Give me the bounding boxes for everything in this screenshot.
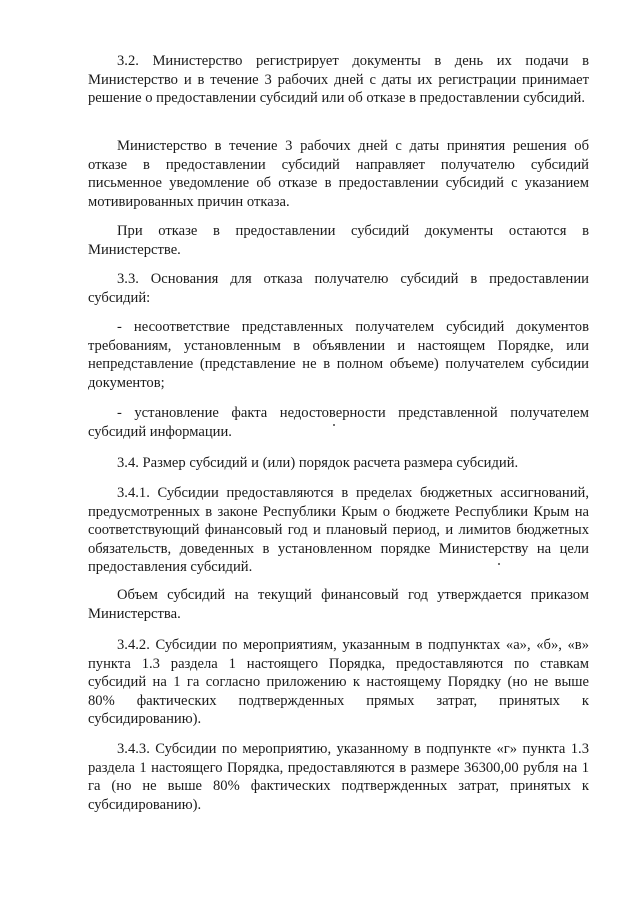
paragraph-3-4-3: 3.4.3. Субсидии по мероприятию, указанному в подпункте «г» пункта 1.3 раздела 1 настоящего Порядка, предоставляются в размере 36300,00 рубля на 1 га (но не выше 80% фактических подтвержденных затрат, принятых к субсидированию). — [88, 741, 589, 813]
paragraph-refusal-reason-2: - установление факта недостоверности представленной получателем субсидий информации. — [88, 405, 589, 440]
paragraph-documents-remain: При отказе в предоставлении субсидий документы остаются в Министерстве. — [88, 223, 589, 258]
paragraph-3-4-1: 3.4.1. Субсидии предоставляются в пределах бюджетных ассигнований, предусмотренных в законе Республики Крым о бюджете Республики Крым на соответствующий финансовый год и плановый период, и лимитов бюджетных обязательств, доведенных в установленном порядке Министерству на цели предоставления субсидий. — [88, 485, 589, 576]
scan-speck — [333, 424, 335, 426]
paragraph-3-2: 3.2. Министерство регистрирует документы в день их подачи в Министерство и в течение 3 рабочих дней с даты их регистрации принимает решение о предоставлении субсидий или об отказе в предоставлении субсидий. — [88, 53, 589, 107]
paragraph-3-3: 3.3. Основания для отказа получателю субсидий в предоставлении субсидий: — [88, 271, 589, 306]
paragraph-3-4-2: 3.4.2. Субсидии по мероприятиям, указанным в подпунктах «а», «б», «в» пункта 1.3 раздела 1 настоящего Порядка, предоставляются по ставкам субсидий на 1 га согласно приложению к настоящему Порядку (но не выше 80% фактических подтвержденных прямых затрат, принятых к субсидированию). — [88, 637, 589, 728]
scan-speck — [498, 563, 500, 565]
paragraph-subsidy-volume: Объем субсидий на текущий финансовый год утверждается приказом Министерства. — [88, 587, 589, 622]
paragraph-refusal-notice: Министерство в течение 3 рабочих дней с даты принятия решения об отказе в предоставлении субсидий направляет получателю субсидий письменное уведомление об отказе в предоставлении субсидий с указанием мотивированных причин отказа. — [88, 138, 589, 210]
paragraph-refusal-reason-1: - несоответствие представленных получателем субсидий документов требованиям, установленным в объявлении и настоящем Порядке, или непредставление (представление не в полном объеме) получателем субсидии документов; — [88, 319, 589, 391]
paragraph-3-4: 3.4. Размер субсидий и (или) порядок расчета размера субсидий. — [117, 455, 519, 471]
